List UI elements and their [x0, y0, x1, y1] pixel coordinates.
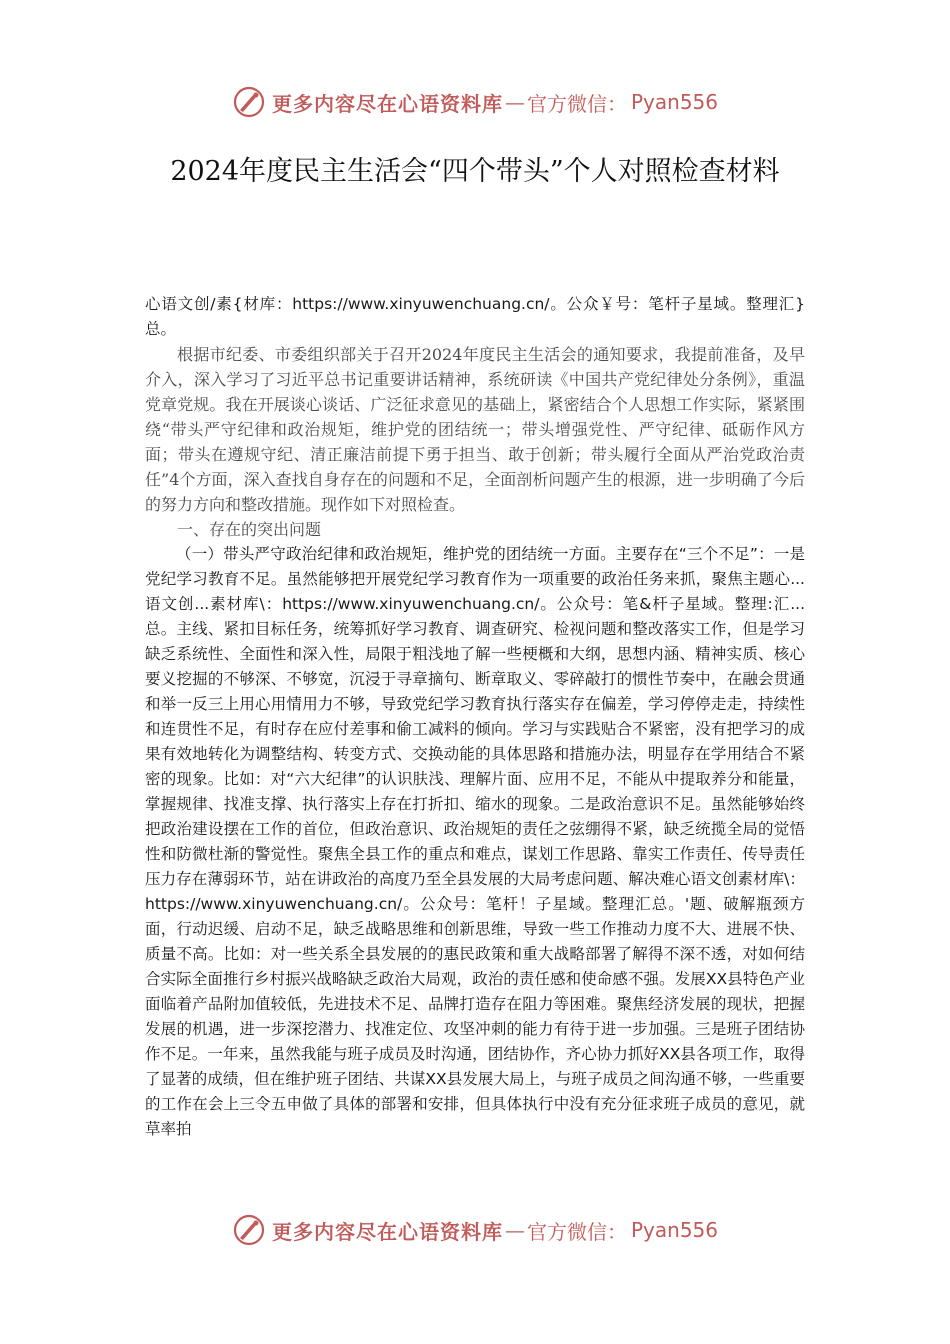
banner-text: 更多内容尽在心语资料库 — [271, 1219, 503, 1244]
watermark-banner-top — [0, 80, 950, 124]
intro-paragraph: 根据市纪委、市委组织部关于召开2024年度民主生活会的通知要求，我提前准备，及早介入，深入学习了习近平总书记重要讲话精神，系统研读《中国共产党纪律处分条例》，重温党章党规。我在开展谈心谈话、广泛征求意见的基础上，紧密结合个人思想工作实际，紧紧围绕“带头严守纪律和政治规矩，维护党的团结统一；带头增强党性、严守纪律、砥砺作风方面；带头在遵规守纪、清正廉洁前提下勇于担当、敢于创新；带头履行全面从严治党政治责任”4个方面，深入查找自身存在的问题和不足，全面剖析问题产生的根源，进一步明确了今后的努力方向和整改措施。现作如下对照检查。 — [145, 345, 805, 514]
banner-text: 更多内容尽在心语资料库 — [271, 91, 503, 116]
banner-contact-id: Pyan556 — [630, 90, 718, 114]
banner-contact-label: 官方微信： — [526, 91, 627, 116]
brush-logo-icon — [232, 1213, 266, 1247]
watermark-banner-bottom — [0, 1208, 950, 1252]
banner-contact-id: Pyan556 — [630, 1218, 718, 1242]
section-heading: 一、存在的突出问题 — [177, 520, 322, 539]
banner-contact-label: 官方微信： — [526, 1219, 627, 1244]
document-title: 2024年度民主生活会“四个带头”个人对照检查材料 — [170, 156, 780, 187]
section-body-paragraph: （一）带头严守政治纪律和政治规矩，维护党的团结统一方面。主要存在“三个不足”：一是党纪学习教育不足。虽然能够把开展党纪学习教育作为一项重要的政治任务来抓，聚焦主题心...语文创...素材库\：https://www.xinyuwenchuang.cn/。公众号：笔&杆子星域。整理:汇...总。主线、紧扣目标任务，统筹抓好学习教育、调查研究、检视问题和整改落实工作，但是学习缺乏系统性、全面性和深入性，局限于粗浅地了解一些梗概和大纲，思想内涵、精神实质、核心要义挖掘的不够深、不够宽，沉浸于寻章摘句、断章取义、零碎敲打的惯性节奏中，在融会贯通和举一反三上用心用情用力不够，导致党纪学习教育执行落实存在偏差，学习停停走走，持续性和连贯性不足，有时存在应付差事和偷工减料的倾向。学习与实践贴合不紧密，没有把学习的成果有效地转化为调整结构、转变方式、交换动能的具体思路和措施办法，明显存在学用结合不紧密的现象。比如：对“六大纪律”的认识肤浅、理解片面、应用不足，不能从中提取养分和能量，掌握规律、找准支撑、执行落实上存在打折扣、缩水的现象。二是政治意识不足。虽然能够始终把政治建设摆在工作的首位，但政治意识、政治规矩的责任之弦绷得不紧，缺乏统揽全局的觉悟性和防微杜渐的警觉性。聚焦全县工作的重点和难点，谋划工作思路、靠实工作责任、传导责任压力存在薄弱环节，站在讲政治的高度乃至全县发展的大局考虑问题、解决难心语文创素材库\：https://www.xinyuwenchuang.cn/。公众号：笔杆！子星域。整理汇总。'题、破解瓶颈方面，行动迟缓、启动不足，缺乏战略思维和创新思维，导致一些工作推动力度不大、进展不快、质量不高。比如：对一些关系全县发展的的惠民政策和重大战略部署了解得不深不透，对如何结合实际全面推行乡村振兴战略缺乏政治大局观，政治的责任感和使命感不强。发展XX县特色产业面临着产品附加值较低，先进技术不足、品牌打造存在阻力等困难。聚焦经济发展的现状，把握发展的机遇，进一步深挖潜力、找准定位、攻坚冲刺的能力有待于进一步加强。三是班子团结协作不足。一年来，虽然我能与班子成员及时沟通，团结协作，齐心协力抓好XX县各项工作，取得了显著的成绩，但在维护班子团结、共谋XX县发展大局上，与班子成员之间沟通不够，一些重要的工作在会上三令五申做了具体的部署和安排，但具体执行中没有充分征求班子成员的意见，就草率拍 — [145, 545, 805, 1138]
source-line: 心语文创/素{材库：https://www.xinyuwenchuang.cn/。公众￥号：笔杆子星域。整理汇}总。 — [145, 295, 805, 338]
banner-separator: — — [504, 90, 525, 114]
document-body — [145, 292, 805, 1142]
brush-logo-icon — [232, 85, 266, 119]
banner-separator: — — [504, 1218, 525, 1242]
